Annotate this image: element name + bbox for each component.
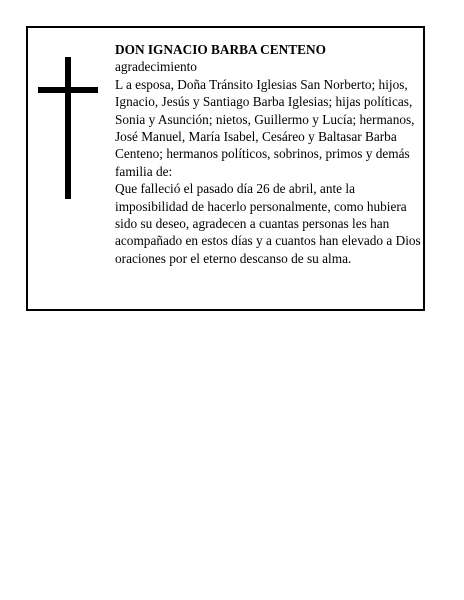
notice-text <box>115 41 423 267</box>
deceased-name: DON IGNACIO BARBA CENTENO <box>115 42 326 57</box>
family-paragraph: L a esposa, Doña Tránsito Iglesias San Norberto; hijos, Ignacio, Jesús y Santiago Barba Iglesias; hijas políticas, Sonia y Asunción; nietos, Guillermo y Lucía; hermanos, José Manuel, María Isabel, Cesáreo y Baltasar Barba Centeno; hermanos políticos, sobrinos, primos y demás familia de: <box>115 76 415 179</box>
message-paragraph: Que falleció el pasado día 26 de abril, ante la imposibilidad de hacerlo personalmente, como hubiera sido su deseo, agradecen a cuantas personas les han acompañado en estos días y a cuantos han elevado a Dios oraciones por el eterno descanso de su alma. <box>115 181 421 266</box>
notice-heading: agradecimiento <box>115 59 197 75</box>
obituary-notice <box>26 26 425 311</box>
cross-horizontal-bar <box>38 87 98 93</box>
latin-cross-icon <box>38 57 98 199</box>
cross-vertical-bar <box>65 57 71 199</box>
